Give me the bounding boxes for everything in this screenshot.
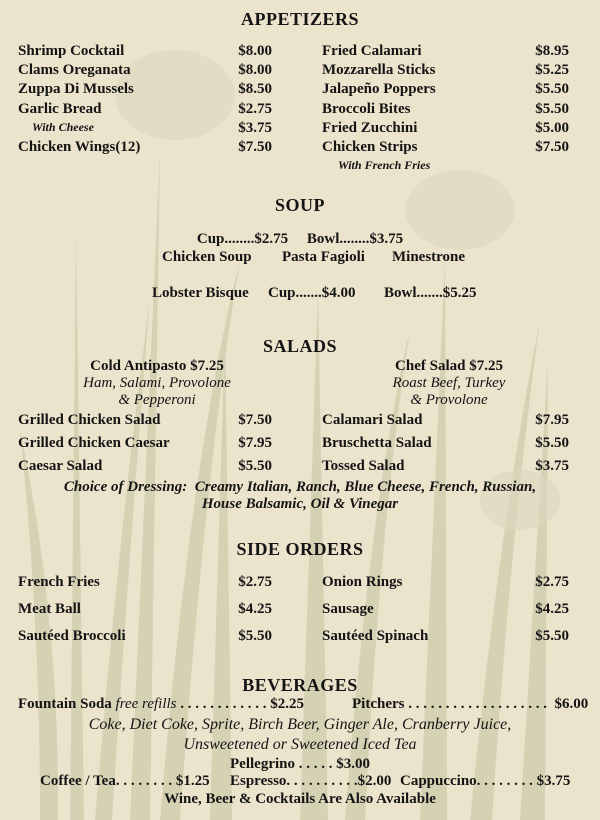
menu-item-name: Sausage	[322, 601, 374, 617]
menu-item-name: Fountain Soda	[18, 696, 112, 712]
menu-item-price: $5.50	[238, 628, 272, 644]
menu-item-price: $4.25	[238, 601, 272, 617]
menu-item-price: $7.50	[535, 139, 569, 155]
menu-item-price: $3.75	[535, 458, 569, 474]
menu-item-note: free refills	[115, 696, 177, 712]
menu-item-price: $2.75	[238, 574, 272, 590]
beverages-heading: BEVERAGES	[242, 675, 358, 695]
menu-item-price: $2.75	[535, 574, 569, 590]
menu-item-name: Calamari Salad	[322, 412, 423, 428]
menu-item-variant: With Cheese	[32, 120, 94, 134]
menu-item-price: Cup.......$4.00	[268, 285, 356, 301]
appetizers-heading: APPETIZERS	[240, 9, 360, 29]
menu-item-name: Tossed Salad	[322, 458, 405, 474]
menu-item-description: Roast Beef, Turkey	[392, 375, 506, 391]
menu-item-price: $2.75	[238, 101, 272, 117]
soda-flavors: Unsweetened or Sweetened Iced Tea	[183, 736, 417, 753]
soup-variety: Chicken Soup	[162, 249, 252, 265]
menu-item-name: Shrimp Cocktail	[18, 43, 125, 59]
menu-item-name: Fried Calamari	[322, 43, 422, 59]
menu-item-price: $5.00	[535, 120, 569, 136]
menu-item-name: Sautéed Spinach	[322, 628, 429, 644]
menu-item-price: Bowl.......$5.25	[384, 285, 477, 301]
menu-item-price: . . . . . . . . . . . . $2.25	[180, 696, 305, 712]
menu-item-name: Onion Rings	[322, 574, 403, 590]
menu-item-name: Lobster Bisque	[152, 285, 249, 301]
menu-item-price: $5.50	[238, 458, 272, 474]
menu-item-description: & Pepperoni	[118, 392, 196, 408]
menu-item-price: $5.25	[535, 62, 569, 78]
menu-item-name: Meat Ball	[18, 601, 81, 617]
menu-item-price: $8.50	[238, 81, 272, 97]
menu-item-name: Mozzarella Sticks	[322, 62, 436, 78]
menu-item-description: & Provolone	[410, 392, 488, 408]
menu-item-price: $7.95	[535, 412, 569, 428]
menu-item-price: $8.00	[238, 43, 272, 59]
soup-heading: SOUP	[274, 195, 325, 215]
menu-item-name: Clams Oreganata	[18, 62, 131, 78]
menu-item-price: $3.75	[238, 120, 272, 136]
menu-item-name: Fried Zucchini	[322, 120, 418, 136]
soda-flavors: Coke, Diet Coke, Sprite, Birch Beer, Ginger Ale, Cranberry Juice,	[88, 716, 512, 733]
menu-item-name: Grilled Chicken Salad	[18, 412, 161, 428]
pellegrino-line: Pellegrino . . . . . $3.00	[230, 756, 370, 772]
salads-heading: SALADS	[262, 336, 338, 356]
menu-item-price: $5.50	[535, 101, 569, 117]
menu-item-name: Bruschetta Salad	[322, 435, 432, 451]
menu-item-name: Chicken Strips	[322, 139, 418, 155]
menu-item-price: $8.95	[535, 43, 569, 59]
menu-item-name: French Fries	[18, 574, 100, 590]
menu-item-name: Chef Salad $7.25	[395, 358, 503, 374]
menu-item-price: $5.50	[535, 628, 569, 644]
side-orders-heading: SIDE ORDERS	[236, 539, 364, 559]
menu-item-name: Zuppa Di Mussels	[18, 81, 134, 97]
menu-item-price: $7.95	[238, 435, 272, 451]
menu-item-name: Cold Antipasto $7.25	[90, 358, 224, 374]
menu-item-name: Grilled Chicken Caesar	[18, 435, 170, 451]
cappuccino-line: Cappuccino. . . . . . . . $3.75	[400, 773, 571, 789]
menu-item-price: $5.50	[535, 81, 569, 97]
footer-note: Wine, Beer & Cocktails Are Also Available	[164, 791, 436, 807]
dressing-choices: Choice of Dressing: Creamy Italian, Ranch, Blue Cheese, French, Russian,	[63, 479, 537, 495]
dressing-choices: House Balsamic, Oil & Vinegar	[201, 496, 399, 512]
pitchers-line: Pitchers . . . . . . . . . . . . . . . . . . . $6.00	[352, 696, 589, 712]
soup-variety: Pasta Fagioli	[282, 249, 365, 265]
fountain-soda-line	[18, 695, 304, 713]
menu-item-name: Broccoli Bites	[322, 101, 411, 117]
menu-item-price: $8.00	[238, 62, 272, 78]
menu-item-name: Sautéed Broccoli	[18, 628, 126, 644]
menu-item-name: Jalapeño Poppers	[322, 81, 436, 97]
menu-item-name: Garlic Bread	[18, 101, 102, 117]
menu-item-note: With French Fries	[338, 158, 431, 172]
menu-item-name: Caesar Salad	[18, 458, 103, 474]
menu-item-description: Ham, Salami, Provolone	[83, 375, 231, 391]
menu-item-price: $4.25	[535, 601, 569, 617]
menu-item-price: $5.50	[535, 435, 569, 451]
coffee-tea-line: Coffee / Tea. . . . . . . . $1.25	[40, 773, 210, 789]
menu-item-price: $7.50	[238, 139, 272, 155]
menu-item-price: $7.50	[238, 412, 272, 428]
soup-variety: Minestrone	[392, 249, 466, 265]
menu-item-name: Chicken Wings(12)	[18, 139, 141, 155]
soup-sizes: Cup........$2.75 Bowl........$3.75	[196, 231, 404, 247]
espresso-line: Espresso. . . . . . . . . .$2.00	[230, 773, 392, 789]
